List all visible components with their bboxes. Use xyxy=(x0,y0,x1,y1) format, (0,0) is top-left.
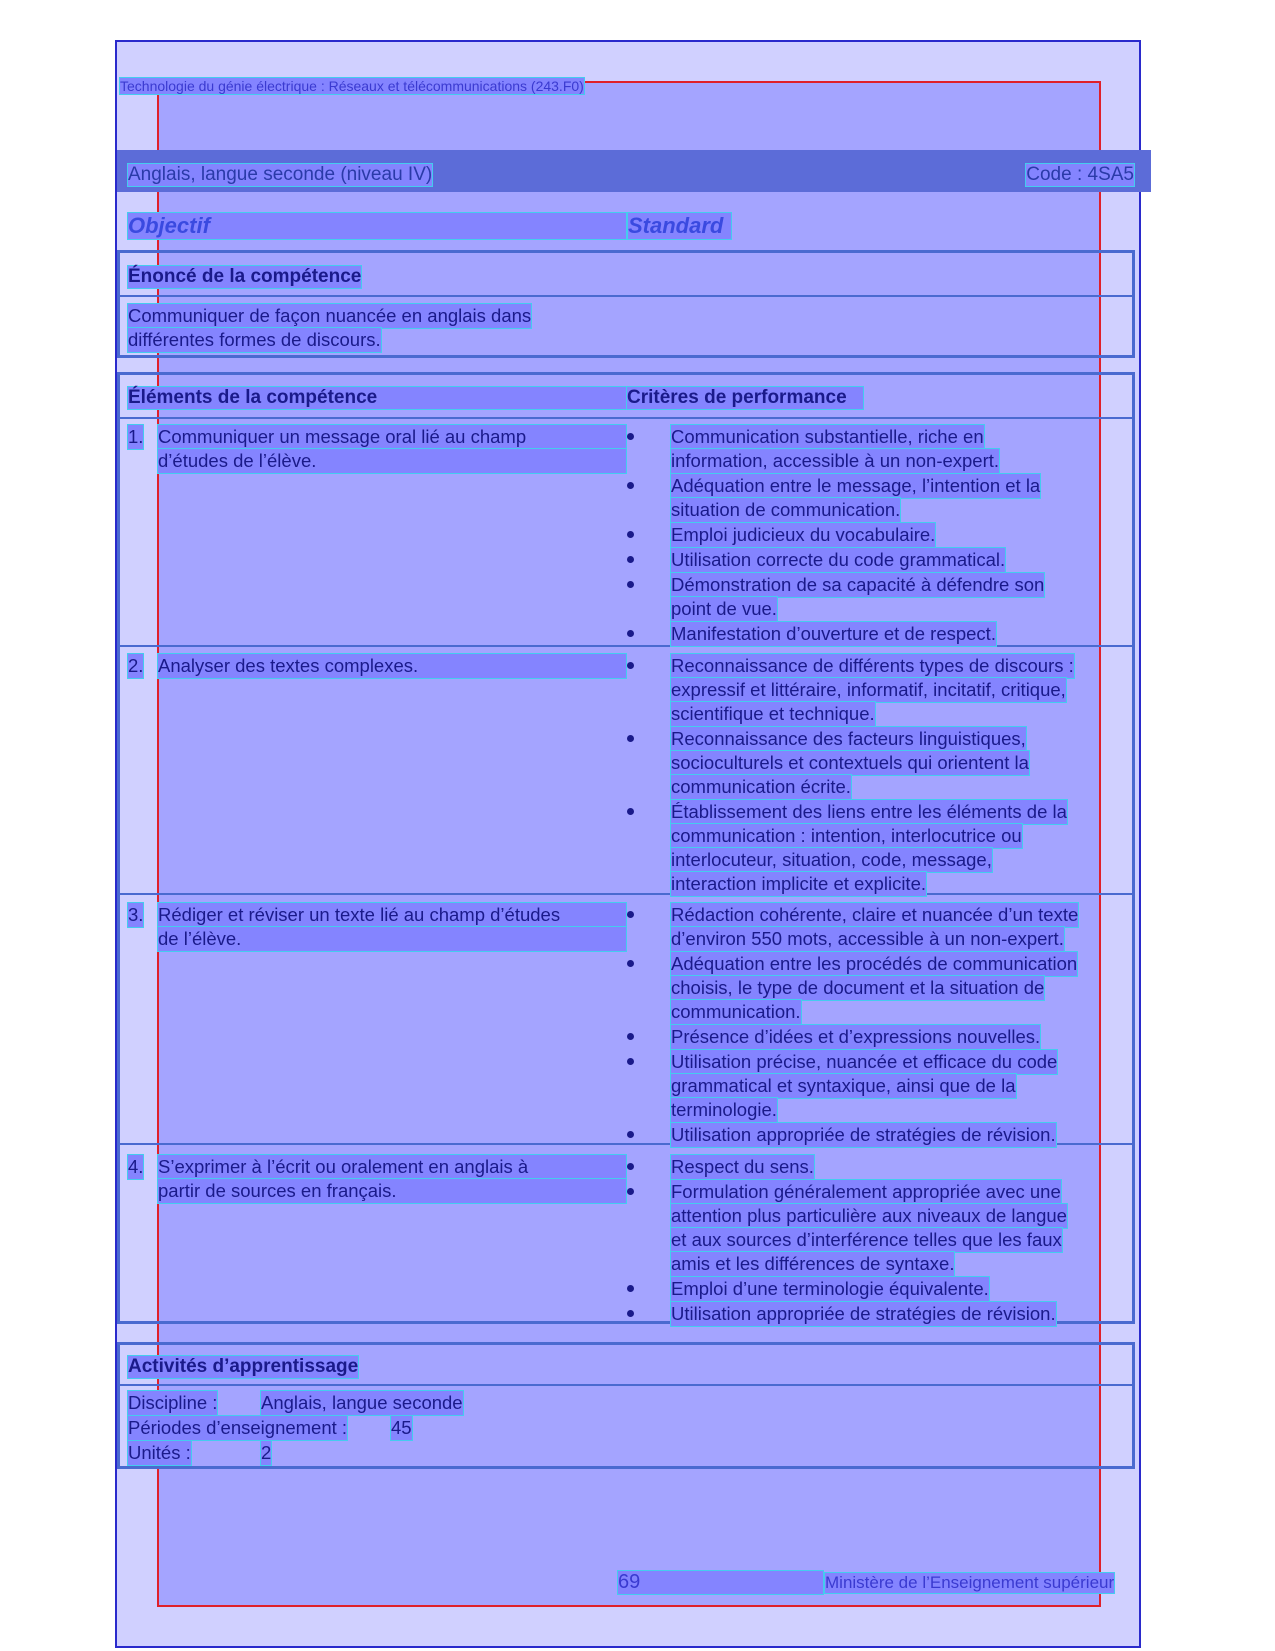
discipline-value: Anglais, langue seconde xyxy=(260,1390,464,1416)
criterion-line: d’environ 550 mots, accessible à un non-expert. xyxy=(670,926,1065,952)
criterion-line: Utilisation appropriée de stratégies de révision. xyxy=(670,1301,1057,1327)
bullet-icon xyxy=(627,911,634,918)
criterion-line: socioculturels et contextuels qui orientent la xyxy=(670,750,1030,776)
page-number: 69 xyxy=(617,1570,824,1595)
course-title: Anglais, langue seconde (niveau IV) xyxy=(128,164,433,185)
criterion-line: choisis, le type de document et la situation de xyxy=(670,975,1045,1001)
criterion-line: expressif et littéraire, informatif, incitatif, critique, xyxy=(670,677,1067,703)
criterion-line: Établissement des liens entre les éléments de la xyxy=(670,799,1068,825)
units-label: Unités : xyxy=(127,1440,192,1466)
bullet-icon xyxy=(627,735,634,742)
criterion-line: Démonstration de sa capacité à défendre son xyxy=(670,572,1045,598)
bullet-icon xyxy=(627,1033,634,1040)
course-title-bar xyxy=(117,150,1151,192)
criterion-line: Adéquation entre les procédés de communication xyxy=(670,951,1078,977)
units-value: 2 xyxy=(260,1440,272,1466)
criterion-line: Communication substantielle, riche en xyxy=(670,424,985,450)
criterion-line: attention plus particulière aux niveaux de langue xyxy=(670,1203,1068,1229)
course-code: Code : 4SA5 xyxy=(1026,164,1134,185)
element-line: d’études de l’élève. xyxy=(157,448,627,474)
competence-line-2: différentes formes de discours. xyxy=(127,327,382,353)
criterion-line: Reconnaissance des facteurs linguistiques, xyxy=(670,726,1027,752)
bullet-icon xyxy=(627,1285,634,1292)
bullet-icon xyxy=(627,960,634,967)
criterion-line: communication écrite. xyxy=(670,774,852,800)
criteria-title: Critères de performance xyxy=(626,386,864,410)
criterion-line: scientifique et technique. xyxy=(670,701,876,727)
divider xyxy=(117,893,1135,895)
criterion-line: Emploi d’une terminologie équivalente. xyxy=(670,1276,990,1302)
periods-label: Périodes d’enseignement : xyxy=(127,1415,348,1441)
criterion-line: communication : intention, interlocutrice ou xyxy=(670,823,1023,849)
elements-title: Éléments de la compétence xyxy=(127,386,627,410)
criterion-line: interlocuteur, situation, code, message, xyxy=(670,847,993,873)
standard-header: Standard xyxy=(627,212,732,240)
element-line: de l’élève. xyxy=(157,926,627,952)
criterion-line: Manifestation d’ouverture et de respect. xyxy=(670,621,997,647)
objective-header: Objectif xyxy=(127,212,627,240)
bullet-icon xyxy=(627,662,634,669)
bullet-icon xyxy=(627,433,634,440)
bullet-icon xyxy=(627,1188,634,1195)
competence-line-1: Communiquer de façon nuancée en anglais dans xyxy=(127,303,532,329)
criterion-line: Utilisation précise, nuancée et efficace du code xyxy=(670,1049,1058,1075)
criterion-line: situation de communication. xyxy=(670,497,901,523)
element-number: 2. xyxy=(127,653,144,679)
criterion-line: Utilisation correcte du code grammatical. xyxy=(670,547,1006,573)
criterion-line: Adéquation entre le message, l’intention et la xyxy=(670,473,1041,499)
element-line: partir de sources en français. xyxy=(157,1178,627,1204)
criterion-line: terminologie. xyxy=(670,1097,778,1123)
bullet-icon xyxy=(627,1163,634,1170)
element-number: 3. xyxy=(127,902,144,928)
bullet-icon xyxy=(627,1131,634,1138)
criterion-line: interaction implicite et explicite. xyxy=(670,871,927,897)
divider xyxy=(117,295,1135,297)
criterion-line: Emploi judicieux du vocabulaire. xyxy=(670,522,936,548)
criterion-line: amis et les différences de syntaxe. xyxy=(670,1251,955,1277)
running-head: Technologie du génie électrique : Réseaux et télécommunications (243.F0) xyxy=(120,78,584,94)
criterion-line: communication. xyxy=(670,999,802,1025)
periods-value: 45 xyxy=(390,1415,413,1441)
bullet-icon xyxy=(627,482,634,489)
divider xyxy=(117,1384,1135,1386)
bullet-icon xyxy=(627,531,634,538)
bullet-icon xyxy=(627,556,634,563)
criterion-line: et aux sources d’interférence telles que les faux xyxy=(670,1227,1063,1253)
element-number: 4. xyxy=(127,1154,144,1180)
criterion-line: Rédaction cohérente, claire et nuancée d’un texte xyxy=(670,902,1079,928)
criterion-line: point de vue. xyxy=(670,596,778,622)
criterion-line: Présence d’idées et d’expressions nouvelles. xyxy=(670,1024,1041,1050)
bullet-icon xyxy=(627,630,634,637)
footer-ministry: Ministère de l’Enseignement supérieur xyxy=(825,1573,1115,1592)
criterion-line: grammatical et syntaxique, ainsi que de la xyxy=(670,1073,1017,1099)
competence-title: Énoncé de la compétence xyxy=(128,266,362,287)
criterion-line: Formulation généralement appropriée avec une xyxy=(670,1179,1062,1205)
bullet-icon xyxy=(627,581,634,588)
criterion-line: Utilisation appropriée de stratégies de révision. xyxy=(670,1122,1057,1148)
bullet-icon xyxy=(627,1310,634,1317)
element-line: Rédiger et réviser un texte lié au champ d’études xyxy=(157,902,627,928)
criterion-line: information, accessible à un non-expert. xyxy=(670,448,1000,474)
element-line: Communiquer un message oral lié au champ xyxy=(157,424,627,450)
bullet-icon xyxy=(627,808,634,815)
element-line: Analyser des textes complexes. xyxy=(157,653,627,679)
divider xyxy=(117,417,1135,419)
element-line: S’exprimer à l’écrit ou oralement en anglais à xyxy=(157,1154,627,1180)
criterion-line: Reconnaissance de différents types de discours : xyxy=(670,653,1075,679)
element-number: 1. xyxy=(127,424,144,450)
activities-title: Activités d’apprentissage xyxy=(128,1356,359,1377)
discipline-label: Discipline : xyxy=(127,1390,218,1416)
criterion-line: Respect du sens. xyxy=(670,1154,815,1180)
bullet-icon xyxy=(627,1058,634,1065)
